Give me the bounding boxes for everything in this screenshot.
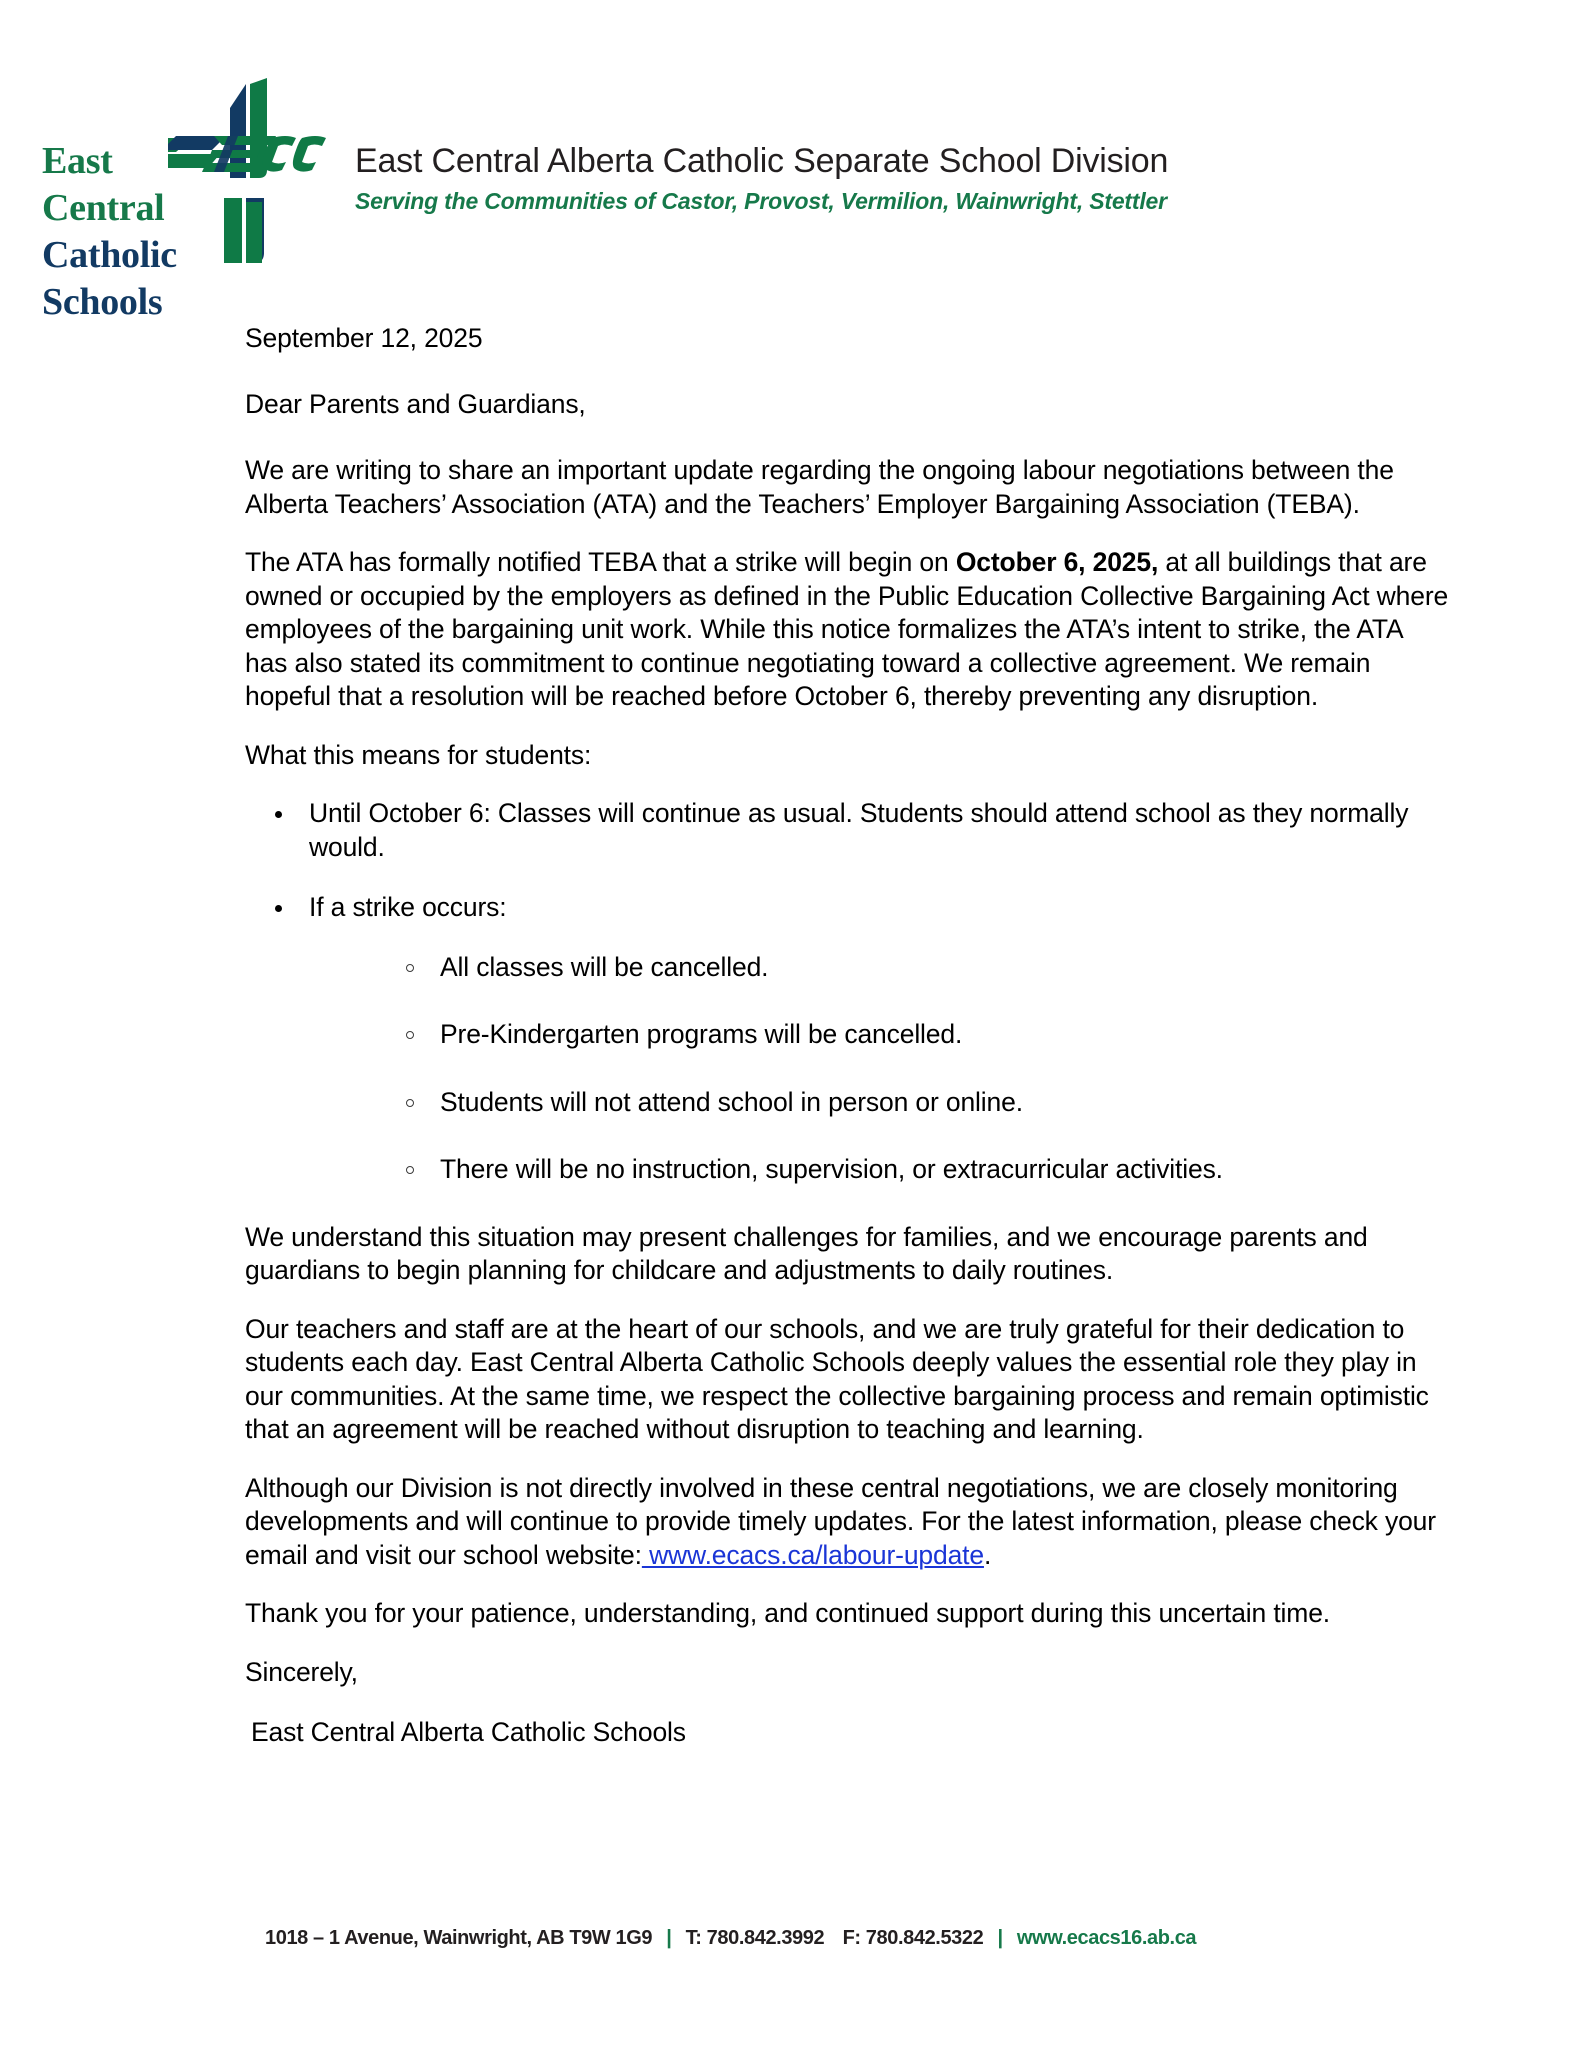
paragraph-strike-notice bbox=[245, 546, 1450, 714]
list-item bbox=[245, 891, 1450, 1187]
letter-signature: East Central Alberta Catholic Schools bbox=[251, 1717, 686, 1747]
bullet-label-strike-occurs: If a strike occurs: bbox=[309, 892, 507, 922]
footer-contact-bar bbox=[265, 1925, 1365, 1951]
wordmark-line-catholic: Catholic bbox=[42, 234, 177, 276]
letter-closing: Sincerely, bbox=[245, 1656, 358, 1687]
footer-website[interactable]: www.ecacs16.ab.ca bbox=[1016, 1927, 1197, 1949]
footer-separator-2: | bbox=[997, 1927, 1003, 1949]
monitoring-text-after: . bbox=[983, 1539, 992, 1570]
paragraph-intro: We are writing to share an important update regarding the ongoing labour negotiations between the Alberta Teachers’ Association (ATA) and the Teachers’ Employer Bargaining Association (TEBA). bbox=[245, 455, 1394, 519]
division-tagline: Serving the Communities of Castor, Provost, Vermilion, Wainwright, Stettler bbox=[355, 188, 1167, 214]
monitoring-text-before: Although our Division is not directly involved in these central negotiations, we are closely monitoring developments and will continue to provide timely updates. For the latest information, please check your email and visit our school website: bbox=[245, 1472, 1436, 1570]
letter-body bbox=[245, 322, 1450, 1750]
letter-date: September 12, 2025 bbox=[245, 323, 483, 353]
letterhead bbox=[0, 0, 1590, 330]
strike-text-after: at all buildings that are owned or occupied by the employers as defined in the Public Education Collective Bargaining Act where employees of the bargaining unit work. While this notice formalizes the ATA’s intent to strike, the ATA has also stated its commitment to continue negotiating toward a collective agreement. We remain hopeful that a resolution will be reached before October 6, thereby preventing any disruption. bbox=[245, 547, 1449, 711]
paragraph-thanks: Thank you for your patience, understanding, and continued support during this uncertain time. bbox=[245, 1598, 1331, 1628]
footer-address: 1018 – 1 Avenue, Wainwright, AB T9W 1G9 bbox=[265, 1927, 653, 1949]
list-item: Pre-Kindergarten programs will be cancelled. bbox=[309, 1018, 1450, 1052]
paragraph-monitoring bbox=[245, 1472, 1450, 1573]
heading-what-this-means: What this means for students: bbox=[245, 739, 592, 770]
strike-consequences-sublist bbox=[309, 951, 1450, 1187]
student-impact-bullet-list bbox=[245, 797, 1450, 1187]
paragraph-teachers-staff: Our teachers and staff are at the heart of our schools, and we are truly grateful for their dedication to students each day. East Central Alberta Catholic Schools deeply values the essential role they play in our communities. At the same time, we respect the collective bargaining process and remain optimistic that an agreement will be reached without disruption to teaching and learning. bbox=[245, 1313, 1429, 1444]
footer-separator-1: | bbox=[666, 1927, 672, 1949]
footer-fax: F: 780.842.5322 bbox=[842, 1927, 984, 1949]
strike-date-bold: October 6, 2025, bbox=[955, 547, 1159, 577]
strike-text-before: The ATA has formally notified TEBA that a strike will begin on bbox=[245, 547, 956, 577]
wordmark-line-east: East bbox=[42, 140, 113, 182]
letter-salutation: Dear Parents and Guardians, bbox=[245, 388, 586, 419]
division-title: East Central Alberta Catholic Separate School Division bbox=[355, 142, 1169, 180]
wordmark-line-schools: Schools bbox=[42, 281, 163, 323]
paragraph-understanding: We understand this situation may present challenges for families, and we encourage parents and guardians to begin planning for childcare and adjustments to daily routines. bbox=[245, 1221, 1368, 1285]
list-item: Until October 6: Classes will continue as usual. Students should attend school as they normally would. bbox=[245, 797, 1450, 864]
list-item: Students will not attend school in person or online. bbox=[309, 1086, 1450, 1120]
list-item: All classes will be cancelled. bbox=[309, 951, 1450, 985]
eccs-cross-logo-icon bbox=[168, 78, 328, 263]
footer-phone: T: 780.842.3992 bbox=[685, 1927, 825, 1949]
wordmark-line-central: Central bbox=[42, 187, 165, 229]
list-item: There will be no instruction, supervision, or extracurricular activities. bbox=[309, 1153, 1450, 1187]
labour-update-link[interactable]: www.ecacs.ca/labour-update bbox=[641, 1539, 984, 1570]
